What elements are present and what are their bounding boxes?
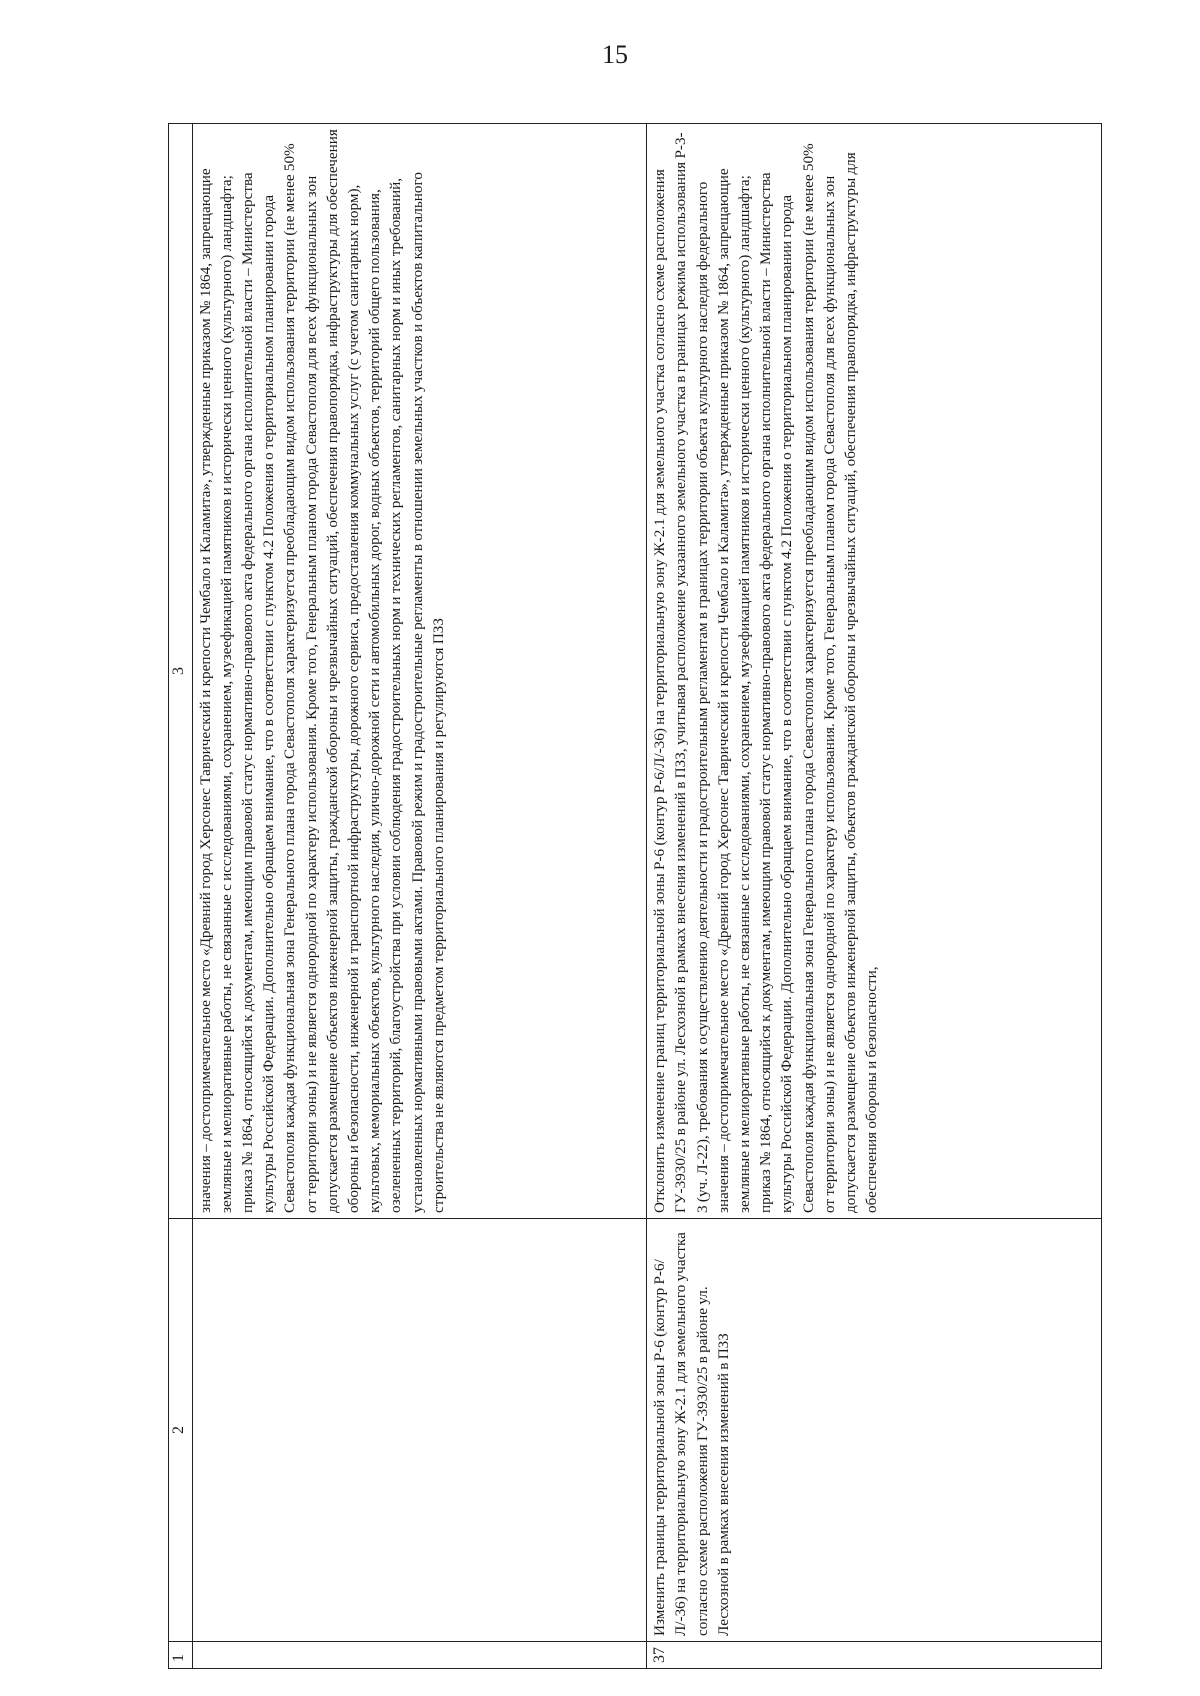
proposal-cell [192, 1219, 647, 1642]
row-number-cell: 37 [647, 1642, 1102, 1669]
decision-table [168, 123, 1102, 1669]
header-cell-1: 1 [169, 1642, 193, 1669]
header-cell-2: 2 [169, 1219, 193, 1642]
table-row [647, 124, 1102, 1669]
page-number: 15 [602, 40, 628, 69]
rotated-table-frame [168, 123, 1102, 1669]
header-cell-3: 3 [169, 124, 193, 1219]
row-number-cell [192, 1642, 647, 1669]
decision-cell: значения – достопримечательное место «Древний город Херсонес Таврический и крепости Чембало и Каламита», утвержденные приказом № 1864, запрещающие земляные и мелиоративные работы, не связанные с исследованиями, сохранением, музеефикацией памятников и исторически ценного (культурного) ландшафта; приказ № 1864, относящийся к документам, имеющим правовой статус нормативно-правового акта федерального органа исполнительной власти – Министерства культуры Российской Федерации. Дополнительно обращаем внимание, что в соответствии с пунктом 4.2 Положения о территориальном планировании города Севастополя каждая функциональная зона Генерального плана города Севастополя характеризуется преобладающим видом использования территории (не менее 50% от территории зоны) и не является однородной по характеру использования. Кроме того, Генеральным планом города Севастополя для всех функциональных зон допускается размещение объектов инженерной защиты, гражданской обороны и чрезвычайных ситуаций, обеспечения правопорядка, инфраструктуры для обеспечения обороны и безопасности, инженерной и транспортной инфраструктуры, дорожного сервиса, предоставления коммунальных услуг (с учетом санитарных норм), культовых, мемориальных объектов, культурного наследия, улично-дорожной сети и автомобильных дорог, водных объектов, территорий общего пользования, озелененных территорий, благоустройства при условии соблюдения градостроительных норм и технических регламентов, санитарных норм и иных требований, установленных нормативными правовыми актами. Правовой режим и градостроительные регламенты в отношении земельных участков и объектов капитального строительства не являются предметом территориального планирования и регулируются ПЗЗ [192, 124, 647, 1219]
proposal-cell: Изменить границы территориальной зоны Р-6 (контур Р-6/Л/-36) на территориальную зону Ж-2.1 для земельного участка согласно схеме расположения ГУ-3930/25 в районе ул. Лесхозной в рамках внесения изменений в ПЗЗ [647, 1219, 1102, 1642]
table-row [192, 124, 647, 1669]
table-header-row [169, 124, 193, 1669]
decision-cell: Отклонить изменение границ территориальной зоны Р-6 (контур Р-6/Л/-36) на территориальную зону Ж-2.1 для земельного участка согласно схеме расположения ГУ-3930/25 в районе ул. Лесхозной в рамках внесения изменений в ПЗЗ, учитывая расположение указанного земельного участка в границах режима использования Р-3-3 (уч. Л-22), требования к осуществлению деятельности и градостроительным регламентам в границах территории объекта культурного наследия федерального значения – достопримечательное место «Древний город Херсонес Таврический и крепости Чембало и Каламита», утвержденные приказом № 1864, запрещающие земляные и мелиоративные работы, не связанные с исследованиями, сохранением, музеефикацией памятников и исторически ценного (культурного) ландшафта; приказ № 1864, относящийся к документам, имеющим правовой статус нормативно-правового акта федерального органа исполнительной власти – Министерства культуры Российской Федерации. Дополнительно обращаем внимание, что в соответствии с пунктом 4.2 Положения о территориальном планировании города Севастополя каждая функциональная зона Генерального плана города Севастополя характеризуется преобладающим видом использования территории (не менее 50% от территории зоны) и не является однородной по характеру использования. Кроме того, Генеральным планом города Севастополя для всех функциональных зон допускается размещение объектов инженерной защиты, объектов гражданской обороны и чрезвычайных ситуаций, обеспечения правопорядка, инфраструктуры для обеспечения обороны и безопасности, [647, 124, 1102, 1219]
rotated-table-container [168, 123, 1102, 1669]
